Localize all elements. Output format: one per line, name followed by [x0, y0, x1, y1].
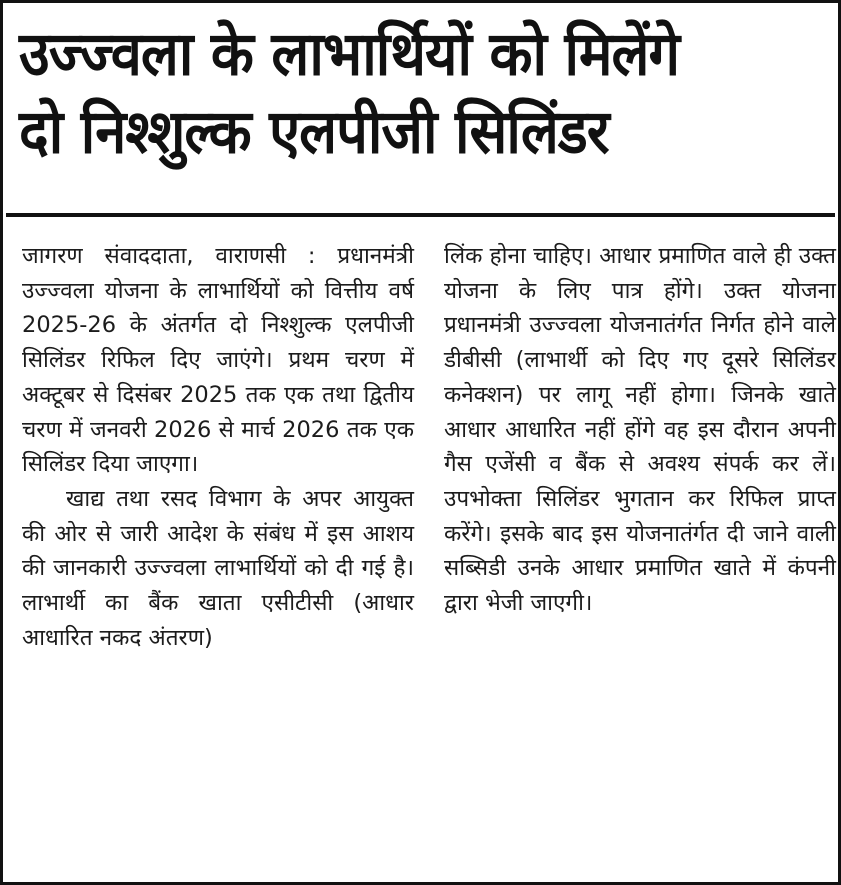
headline-line-2: दो निश्शुल्क एलपीजी सिलिंडर — [19, 97, 609, 168]
paragraph-aadhaar-requirements: लिंक होना चाहिए। आधार प्रमाणित वाले ही उक्त योजना के लिए पात्र होंगे। उक्त योजना प्रधानमंत्री उज्ज्वला योजनातंर्गत निर्गत होने वाले डीबीसी (लाभार्थी को दिए गए दूसरे सिलिंडर कनेक्शन) पर लागू नहीं होगा। जिनके खाते आधार आधारित नहीं होंगे वह इस दौरान अपनी गैस एजेंसी व बैंक से अवश्य संपर्क कर लें। उपभोक्ता सिलिंडर भुगतान कर रिफिल प्राप्त करेंगे। इसके बाद इस योजनातंर्गत दी जाने वाली सब्सिडी उनके आधार प्रमाणित खाते में कंपनी द्वारा भेजी जाएगी। — [444, 243, 836, 617]
headline-divider — [6, 213, 835, 217]
paragraph-dateline-intro: जागरण संवाददाता, वाराणसी : प्रधानमंत्री उज्ज्वला योजना के लाभार्थियों को वित्तीय वर्ष 2025-26 के अंतर्गत दो निश्शुल्क एलपीजी सिलिंडर रिफिल दिए जाएंगे। प्रथम चरण में अक्टूबर से दिसंबर 2025 तक एक तथा द्वितीय चरण में जनवरी 2026 से मार्च 2026 तक एक सिलिंडर दिया जाएगा। — [22, 243, 414, 478]
article-column-left — [22, 239, 414, 655]
article-column-right — [444, 239, 836, 621]
paragraph-order-details: खाद्य तथा रसद विभाग के अपर आयुक्त की ओर से जारी आदेश के संबंध में इस आशय की जानकारी उज्ज्वला लाभार्थियों को दी गई है। लाभार्थी का बैंक खाता एसीटीसी (आधार आधारित नकद अंतरण) — [22, 485, 414, 651]
headline-line-1: उज्ज्वला के लाभार्थियों को मिलेंगे — [19, 19, 679, 90]
headline — [19, 13, 822, 169]
